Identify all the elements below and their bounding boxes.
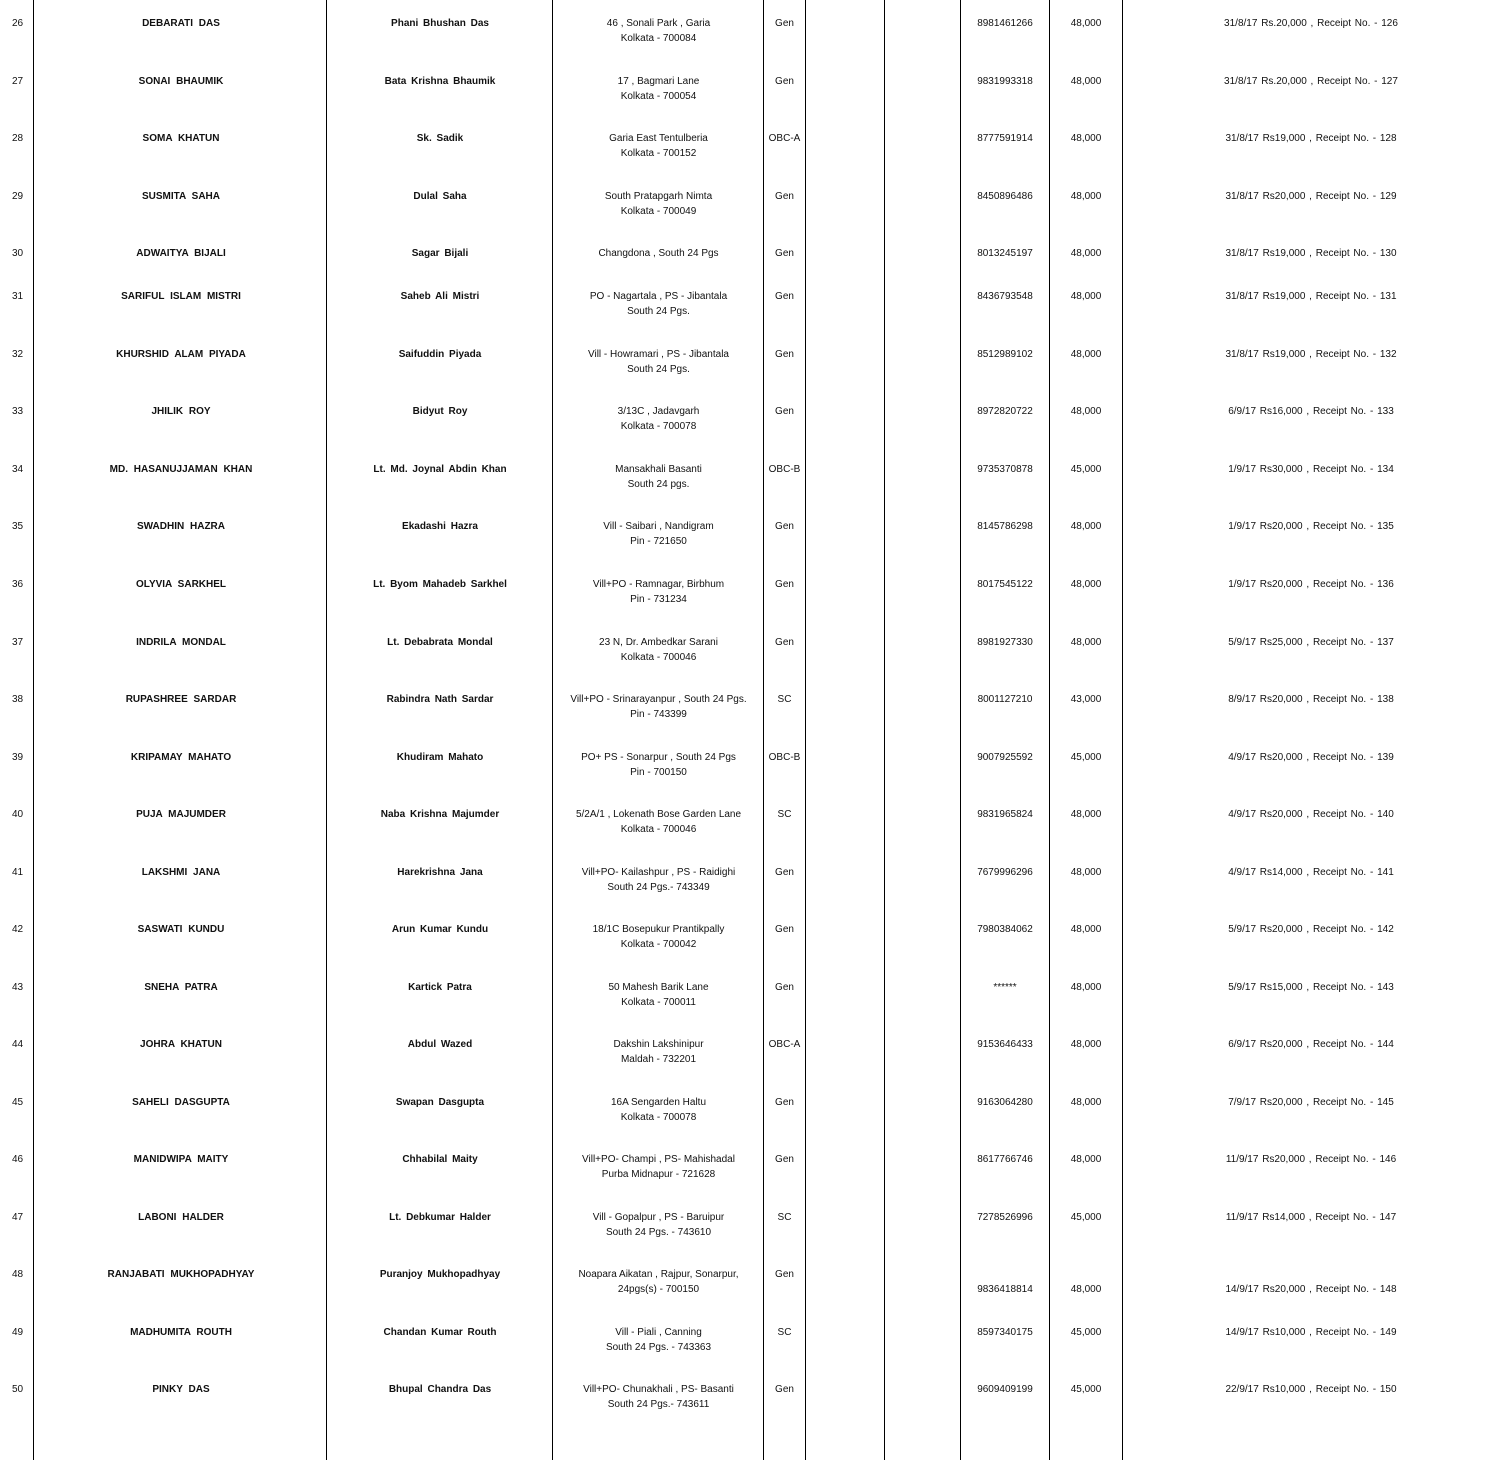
payment-details: 31/8/17 Rs19,000 , Receipt No. - 130 bbox=[1225, 248, 1397, 259]
row-number: 49 bbox=[11, 1327, 24, 1338]
address bbox=[553, 636, 764, 665]
row-number: 36 bbox=[11, 579, 24, 590]
address-line: 16A Sengarden Haltu bbox=[610, 1097, 707, 1108]
category: Gen bbox=[775, 406, 794, 417]
phone-number: 8017545122 bbox=[977, 579, 1033, 590]
total-amount: 48,000 bbox=[1070, 1097, 1102, 1108]
payment-details: 8/9/17 Rs20,000 , Receipt No. - 138 bbox=[1228, 694, 1394, 705]
table-row bbox=[0, 75, 1500, 135]
address-line: Pin - 731234 bbox=[630, 593, 687, 605]
address bbox=[553, 1153, 764, 1182]
payment-details: 14/9/17 Rs10,000 , Receipt No. - 149 bbox=[1225, 1327, 1397, 1338]
row-number: 44 bbox=[11, 1039, 24, 1050]
father-name: Lt. Md. Joynal Abdin Khan bbox=[373, 464, 507, 475]
row-number: 34 bbox=[11, 464, 24, 475]
father-name: Dulal Saha bbox=[413, 191, 467, 202]
payment-details: 11/9/17 Rs14,000 , Receipt No. - 147 bbox=[1225, 1212, 1397, 1223]
student-name: SWADHIN HAZRA bbox=[137, 521, 225, 532]
father-name: Bata Krishna Bhaumik bbox=[384, 76, 496, 87]
table-row bbox=[0, 132, 1500, 192]
student-name: PUJA MAJUMDER bbox=[136, 809, 226, 820]
student-name: ADWAITYA BIJALI bbox=[136, 248, 226, 259]
payment-details: 6/9/17 Rs16,000 , Receipt No. - 133 bbox=[1228, 406, 1394, 417]
father-name: Phani Bhushan Das bbox=[391, 18, 489, 29]
address-line: Vill - Gopalpur , PS - Baruipur bbox=[592, 1212, 725, 1223]
address-line: Vill - Saibari , Nandigram bbox=[603, 521, 714, 532]
address bbox=[553, 520, 764, 549]
total-amount: 45,000 bbox=[1070, 1212, 1102, 1223]
address-line: Kolkata - 700046 bbox=[620, 823, 697, 835]
table-row bbox=[0, 866, 1500, 926]
student-name: PINKY DAS bbox=[152, 1384, 210, 1395]
father-name: Ekadashi Hazra bbox=[402, 521, 478, 532]
address bbox=[553, 1326, 764, 1355]
total-amount: 48,000 bbox=[1070, 248, 1102, 259]
father-name: Lt. Byom Mahadeb Sarkhel bbox=[373, 579, 507, 590]
row-number: 38 bbox=[11, 694, 24, 705]
total-amount: 48,000 bbox=[1070, 406, 1102, 417]
category: Gen bbox=[775, 191, 794, 202]
phone-number: 9163064280 bbox=[977, 1097, 1033, 1108]
address bbox=[553, 247, 764, 262]
address-line: 18/1C Bosepukur Prantikpally bbox=[592, 924, 725, 935]
phone-number: 9007925592 bbox=[977, 752, 1033, 763]
row-number: 46 bbox=[11, 1154, 24, 1165]
phone-number: 8597340175 bbox=[977, 1327, 1033, 1338]
address-line: South 24 pgs. bbox=[627, 478, 690, 490]
payment-details: 6/9/17 Rs20,000 , Receipt No. - 144 bbox=[1228, 1039, 1394, 1050]
address bbox=[553, 693, 764, 722]
father-name: Harekrishna Jana bbox=[397, 867, 483, 878]
phone-number: 9831965824 bbox=[977, 809, 1033, 820]
payment-details: 5/9/17 Rs25,000 , Receipt No. - 137 bbox=[1228, 637, 1394, 648]
address-line: 5/2A/1 , Lokenath Bose Garden Lane bbox=[575, 809, 742, 820]
total-amount: 45,000 bbox=[1070, 1327, 1102, 1338]
table-row bbox=[0, 190, 1500, 250]
table-row bbox=[0, 578, 1500, 638]
row-number: 47 bbox=[11, 1212, 24, 1223]
address-line: Vill - Piali , Canning bbox=[615, 1327, 702, 1338]
student-name: SARIFUL ISLAM MISTRI bbox=[121, 291, 241, 302]
address bbox=[553, 923, 764, 952]
address bbox=[553, 75, 764, 104]
row-number: 28 bbox=[11, 133, 24, 144]
address-line: Maldah - 732201 bbox=[620, 1053, 697, 1065]
father-name: Bidyut Roy bbox=[412, 406, 468, 417]
row-number: 29 bbox=[11, 191, 24, 202]
row-number: 27 bbox=[11, 76, 24, 87]
address-line: Vill - Howramari , PS - Jibantala bbox=[588, 349, 729, 360]
address bbox=[553, 348, 764, 377]
phone-number: 8013245197 bbox=[977, 248, 1033, 259]
category: Gen bbox=[775, 18, 794, 29]
address-line: Vill+PO- Chunakhali , PS- Basanti bbox=[583, 1384, 734, 1395]
address-line: Vill+PO - Ramnagar, Birbhum bbox=[592, 579, 725, 590]
father-name: Lt. Debkumar Halder bbox=[389, 1212, 491, 1223]
student-name: JHILIK ROY bbox=[151, 406, 211, 417]
table-row bbox=[0, 1096, 1500, 1156]
student-name: SAHELI DASGUPTA bbox=[132, 1097, 230, 1108]
address-line: South 24 Pgs. bbox=[627, 363, 690, 375]
father-name: Chandan Kumar Routh bbox=[383, 1327, 497, 1338]
row-number: 31 bbox=[11, 291, 24, 302]
row-number: 48 bbox=[11, 1269, 24, 1280]
phone-number: 8450896486 bbox=[977, 191, 1033, 202]
table-row bbox=[0, 1326, 1500, 1386]
address-line: Vill+PO- Kailashpur , PS - Raidighi bbox=[581, 867, 736, 878]
address-line: Vill+PO- Champi , PS- Mahishadal bbox=[582, 1154, 735, 1165]
table-row bbox=[0, 1038, 1500, 1098]
address bbox=[553, 190, 764, 219]
father-name: Naba Krishna Majumder bbox=[380, 809, 500, 820]
father-name: Arun Kumar Kundu bbox=[391, 924, 489, 935]
phone-number: 8145786298 bbox=[977, 521, 1033, 532]
student-name: RUPASHREE SARDAR bbox=[125, 694, 237, 705]
row-number: 40 bbox=[11, 809, 24, 820]
category: SC bbox=[777, 809, 792, 820]
category: Gen bbox=[775, 76, 794, 87]
payment-details: 14/9/17 Rs20,000 , Receipt No. - 148 bbox=[1225, 1283, 1397, 1295]
payment-details: 5/9/17 Rs15,000 , Receipt No. - 143 bbox=[1228, 982, 1394, 993]
category: Gen bbox=[775, 1269, 794, 1280]
category: Gen bbox=[775, 637, 794, 648]
table-row bbox=[0, 348, 1500, 408]
row-number: 32 bbox=[11, 349, 24, 360]
payment-details: 31/8/17 Rs20,000 , Receipt No. - 129 bbox=[1225, 191, 1397, 202]
category: SC bbox=[777, 1212, 792, 1223]
address-line: 23 N, Dr. Ambedkar Sarani bbox=[599, 637, 718, 648]
category: Gen bbox=[775, 291, 794, 302]
father-name: Swapan Dasgupta bbox=[395, 1097, 485, 1108]
student-name: LAKSHMI JANA bbox=[141, 867, 221, 878]
address-line: Kolkata - 700042 bbox=[620, 938, 697, 950]
total-amount: 48,000 bbox=[1070, 1039, 1102, 1050]
payment-details: 4/9/17 Rs20,000 , Receipt No. - 139 bbox=[1228, 752, 1394, 763]
row-number: 26 bbox=[11, 18, 24, 29]
address-line: Dakshin Lakshinipur bbox=[613, 1039, 704, 1050]
student-name: SNEHA PATRA bbox=[144, 982, 218, 993]
row-number: 43 bbox=[11, 982, 24, 993]
table-row bbox=[0, 1153, 1500, 1213]
address-line: Changdona , South 24 Pgs bbox=[598, 248, 719, 259]
phone-number: 8777591914 bbox=[977, 133, 1033, 144]
row-number: 30 bbox=[11, 248, 24, 259]
payment-details: 7/9/17 Rs20,000 , Receipt No. - 145 bbox=[1228, 1097, 1394, 1108]
address-line: South 24 Pgs. bbox=[627, 305, 690, 317]
student-name: SASWATI KUNDU bbox=[137, 924, 225, 935]
phone-number: 8972820722 bbox=[977, 406, 1033, 417]
address-line: South Pratapgarh Nimta bbox=[604, 191, 713, 202]
phone-number: ****** bbox=[993, 982, 1017, 993]
row-number: 37 bbox=[11, 637, 24, 648]
table-row bbox=[0, 463, 1500, 523]
address bbox=[553, 866, 764, 895]
payment-details: 11/9/17 Rs20,000 , Receipt No. - 146 bbox=[1225, 1154, 1397, 1165]
address-line: 46 , Sonali Park , Garia bbox=[606, 18, 711, 29]
address bbox=[553, 1096, 764, 1125]
total-amount: 45,000 bbox=[1070, 752, 1102, 763]
address bbox=[553, 1038, 764, 1067]
father-name: Puranjoy Mukhopadhyay bbox=[379, 1269, 501, 1280]
payment-details: 31/8/17 Rs.20,000 , Receipt No. - 127 bbox=[1224, 76, 1398, 87]
father-name: Rabindra Nath Sardar bbox=[386, 694, 494, 705]
address bbox=[553, 751, 764, 780]
table-row bbox=[0, 405, 1500, 465]
address bbox=[553, 578, 764, 607]
category: OBC-A bbox=[768, 133, 801, 144]
category: Gen bbox=[775, 924, 794, 935]
phone-number: 9609409199 bbox=[977, 1384, 1033, 1395]
table-row bbox=[0, 1383, 1500, 1443]
row-number: 42 bbox=[11, 924, 24, 935]
category: Gen bbox=[775, 1154, 794, 1165]
address-line: Kolkata - 700078 bbox=[620, 420, 697, 432]
phone-number: 7278526996 bbox=[977, 1212, 1033, 1223]
student-name: DEBARATI DAS bbox=[142, 18, 220, 29]
address-line: South 24 Pgs.- 743611 bbox=[607, 1398, 710, 1410]
category: Gen bbox=[775, 349, 794, 360]
row-number: 41 bbox=[11, 867, 24, 878]
category: Gen bbox=[775, 1384, 794, 1395]
address-line: Kolkata - 700049 bbox=[620, 205, 697, 217]
address-line: South 24 Pgs.- 743349 bbox=[607, 881, 710, 893]
student-name: SOMA KHATUN bbox=[142, 133, 220, 144]
father-name: Sagar Bijali bbox=[411, 248, 469, 259]
category: Gen bbox=[775, 982, 794, 993]
address bbox=[553, 1211, 764, 1240]
payment-details: 4/9/17 Rs20,000 , Receipt No. - 140 bbox=[1228, 809, 1394, 820]
address bbox=[553, 808, 764, 837]
total-amount: 48,000 bbox=[1070, 349, 1102, 360]
row-number: 39 bbox=[11, 752, 24, 763]
phone-number: 9153646433 bbox=[977, 1039, 1033, 1050]
student-name: RANJABATI MUKHOPADHYAY bbox=[107, 1269, 255, 1280]
address-line: Pin - 743399 bbox=[630, 708, 687, 720]
phone-number: 9831993318 bbox=[977, 76, 1033, 87]
phone-number: 7980384062 bbox=[977, 924, 1033, 935]
address bbox=[553, 1268, 764, 1297]
table-row bbox=[0, 520, 1500, 580]
address-line: PO - Nagartala , PS - Jibantala bbox=[589, 291, 728, 302]
total-amount: 48,000 bbox=[1070, 133, 1102, 144]
student-name: SUSMITA SAHA bbox=[142, 191, 220, 202]
table-row bbox=[0, 17, 1500, 77]
category: Gen bbox=[775, 579, 794, 590]
payment-details: 31/8/17 Rs19,000 , Receipt No. - 128 bbox=[1225, 133, 1397, 144]
address-line: 24pgs(s) - 700150 bbox=[617, 1283, 700, 1295]
address bbox=[553, 17, 764, 46]
table-row bbox=[0, 923, 1500, 983]
address-line: South 24 Pgs. - 743610 bbox=[605, 1226, 712, 1238]
total-amount: 45,000 bbox=[1070, 1384, 1102, 1395]
total-amount: 45,000 bbox=[1070, 464, 1102, 475]
father-name: Bhupal Chandra Das bbox=[388, 1384, 492, 1395]
table-row bbox=[0, 693, 1500, 753]
table-row bbox=[0, 981, 1500, 1041]
row-number: 35 bbox=[11, 521, 24, 532]
payment-details: 1/9/17 Rs20,000 , Receipt No. - 136 bbox=[1228, 579, 1394, 590]
address-line: Kolkata - 700011 bbox=[621, 996, 696, 1008]
phone-number: 8617766746 bbox=[977, 1154, 1033, 1165]
address-line: South 24 Pgs. - 743363 bbox=[605, 1341, 712, 1353]
total-amount: 48,000 bbox=[1070, 637, 1102, 648]
phone-number: 9735370878 bbox=[977, 464, 1033, 475]
payment-details: 1/9/17 Rs20,000 , Receipt No. - 135 bbox=[1228, 521, 1394, 532]
payment-details: 31/8/17 Rs19,000 , Receipt No. - 132 bbox=[1225, 349, 1397, 360]
student-name: MANIDWIPA MAITY bbox=[133, 1154, 229, 1165]
student-name: INDRILA MONDAL bbox=[136, 637, 226, 648]
address bbox=[553, 463, 764, 492]
student-name: KHURSHID ALAM PIYADA bbox=[116, 349, 246, 360]
address-line: Kolkata - 700084 bbox=[620, 32, 697, 44]
total-amount: 43,000 bbox=[1070, 694, 1102, 705]
address-line: 3/13C , Jadavgarh bbox=[617, 406, 700, 417]
student-name: SONAI BHAUMIK bbox=[138, 76, 224, 87]
address bbox=[553, 132, 764, 161]
category: Gen bbox=[775, 867, 794, 878]
student-name: OLYVIA SARKHEL bbox=[135, 579, 227, 590]
total-amount: 48,000 bbox=[1070, 191, 1102, 202]
total-amount: 48,000 bbox=[1070, 867, 1102, 878]
table-row bbox=[0, 636, 1500, 696]
total-amount: 48,000 bbox=[1070, 76, 1102, 87]
row-number: 33 bbox=[11, 406, 24, 417]
phone-number: 9836418814 bbox=[977, 1283, 1033, 1295]
payment-details: 31/8/17 Rs.20,000 , Receipt No. - 126 bbox=[1224, 18, 1398, 29]
table-row bbox=[0, 1211, 1500, 1271]
student-name: MADHUMITA ROUTH bbox=[130, 1327, 232, 1338]
payment-details: 4/9/17 Rs14,000 , Receipt No. - 141 bbox=[1228, 867, 1394, 878]
table-row bbox=[0, 1268, 1500, 1328]
total-amount: 48,000 bbox=[1070, 1154, 1102, 1165]
father-name: Saheb Ali Mistri bbox=[400, 291, 480, 302]
address-line: Kolkata - 700152 bbox=[620, 147, 697, 159]
father-name: Abdul Wazed bbox=[407, 1039, 473, 1050]
total-amount: 48,000 bbox=[1070, 291, 1102, 302]
total-amount: 48,000 bbox=[1070, 18, 1102, 29]
address-line: Kolkata - 700054 bbox=[620, 90, 697, 102]
category: SC bbox=[777, 694, 792, 705]
payment-details: 31/8/17 Rs19,000 , Receipt No. - 131 bbox=[1225, 291, 1397, 302]
table-row bbox=[0, 290, 1500, 350]
address-line: 17 , Bagmari Lane bbox=[617, 76, 700, 87]
row-number: 50 bbox=[11, 1384, 24, 1395]
category: Gen bbox=[775, 248, 794, 259]
total-amount: 48,000 bbox=[1070, 1283, 1102, 1295]
row-number: 45 bbox=[11, 1097, 24, 1108]
father-name: Saifuddin Piyada bbox=[398, 349, 482, 360]
category: OBC-B bbox=[768, 752, 801, 763]
address bbox=[553, 1383, 764, 1412]
address-line: Pin - 700150 bbox=[630, 766, 687, 778]
address bbox=[553, 290, 764, 319]
payment-details: 1/9/17 Rs30,000 , Receipt No. - 134 bbox=[1228, 464, 1394, 475]
total-amount: 48,000 bbox=[1070, 521, 1102, 532]
student-name: MD. HASANUJJAMAN KHAN bbox=[109, 464, 253, 475]
category: Gen bbox=[775, 1097, 794, 1108]
phone-number: 8981461266 bbox=[977, 18, 1033, 29]
student-name: LABONI HALDER bbox=[138, 1212, 224, 1223]
total-amount: 48,000 bbox=[1070, 982, 1102, 993]
father-name: Khudiram Mahato bbox=[396, 752, 484, 763]
father-name: Sk. Sadik bbox=[416, 133, 464, 144]
address-line: Garia East Tentulberia bbox=[609, 133, 708, 144]
category: OBC-B bbox=[768, 464, 801, 475]
father-name: Lt. Debabrata Mondal bbox=[387, 637, 493, 648]
total-amount: 48,000 bbox=[1070, 579, 1102, 590]
address-line: Kolkata - 700078 bbox=[620, 1111, 697, 1123]
table-row bbox=[0, 808, 1500, 868]
student-name: KRIPAMAY MAHATO bbox=[130, 752, 232, 763]
student-name: JOHRA KHATUN bbox=[140, 1039, 222, 1050]
address-line: Kolkata - 700046 bbox=[620, 651, 697, 663]
father-name: Kartick Patra bbox=[408, 982, 472, 993]
payment-details: 5/9/17 Rs20,000 , Receipt No. - 142 bbox=[1228, 924, 1394, 935]
address bbox=[553, 405, 764, 434]
address-line: Pin - 721650 bbox=[630, 535, 687, 547]
payment-details: 22/9/17 Rs10,000 , Receipt No. - 150 bbox=[1225, 1384, 1397, 1395]
address-line: Vill+PO - Srinarayanpur , South 24 Pgs. bbox=[570, 694, 747, 705]
category: Gen bbox=[775, 521, 794, 532]
phone-number: 8981927330 bbox=[977, 637, 1033, 648]
table-row bbox=[0, 751, 1500, 811]
phone-number: 8001127210 bbox=[977, 694, 1033, 705]
phone-number: 8436793548 bbox=[977, 291, 1033, 302]
father-name: Chhabilal Maity bbox=[402, 1154, 478, 1165]
address-line: Purba Midnapur - 721628 bbox=[601, 1168, 716, 1180]
category: OBC-A bbox=[768, 1039, 801, 1050]
address bbox=[553, 981, 764, 1010]
address-line: 50 Mahesh Barik Lane bbox=[608, 982, 709, 993]
category: SC bbox=[777, 1327, 792, 1338]
total-amount: 48,000 bbox=[1070, 809, 1102, 820]
phone-number: 8512989102 bbox=[977, 349, 1033, 360]
total-amount: 48,000 bbox=[1070, 924, 1102, 935]
address-line: Noapara Aikatan , Rajpur, Sonarpur, bbox=[578, 1269, 739, 1280]
address-line: PO+ PS - Sonarpur , South 24 Pgs bbox=[581, 752, 736, 763]
phone-number: 7679996296 bbox=[977, 867, 1033, 878]
address-line: Mansakhali Basanti bbox=[615, 464, 702, 475]
